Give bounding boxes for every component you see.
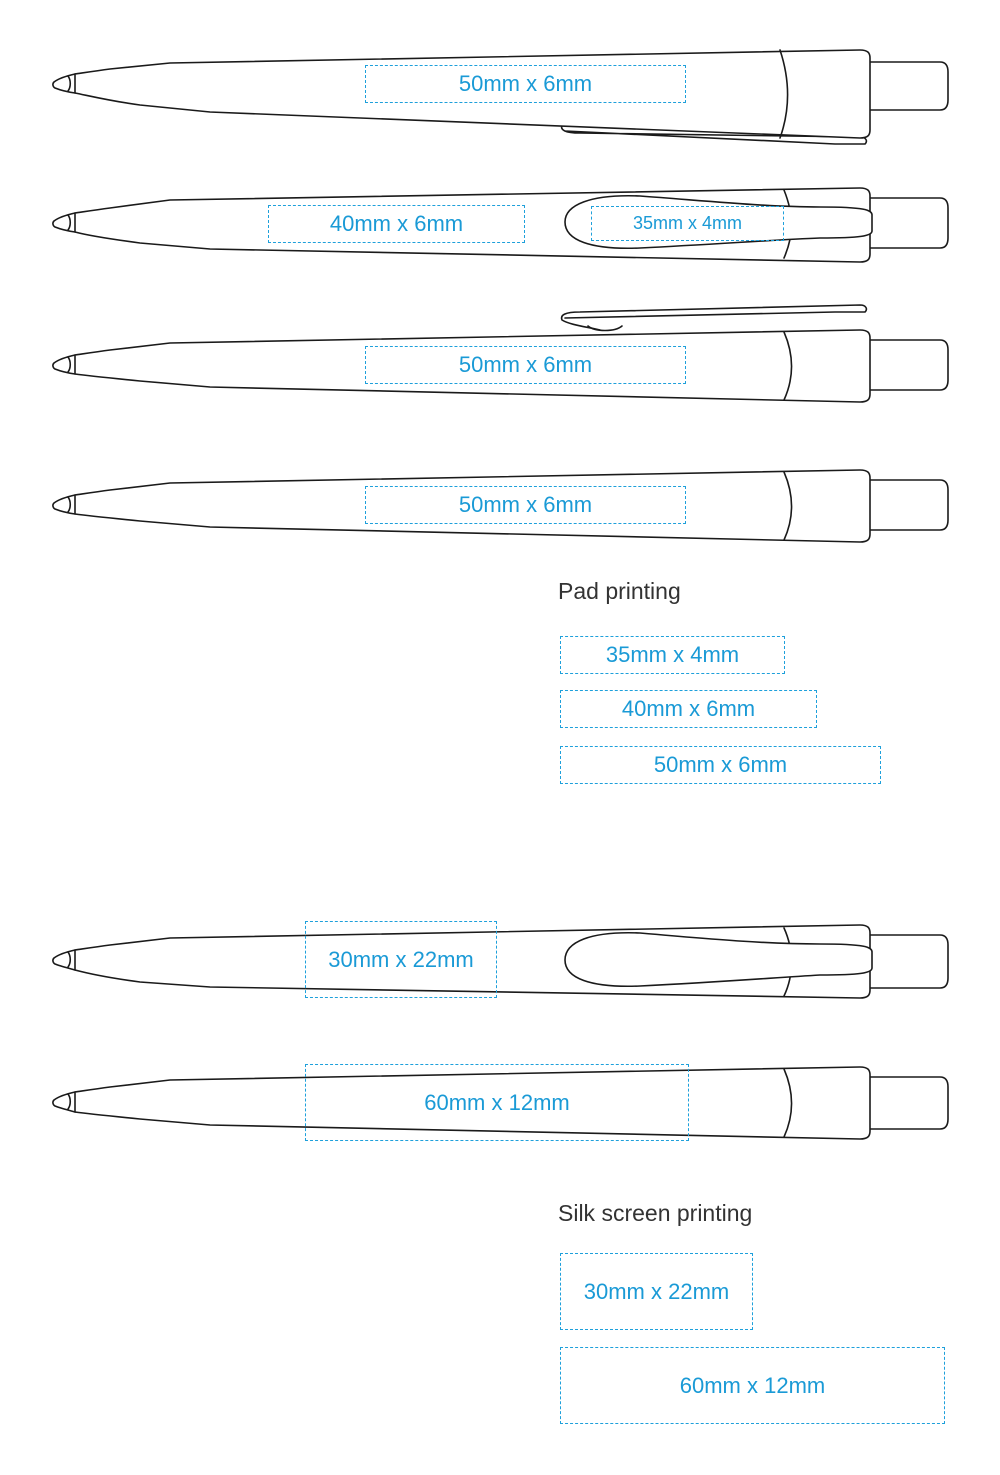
pen-5-clip-front [53,925,948,998]
pen-2-tip-ring [68,215,70,230]
pen-3-clip-cutout [588,326,622,331]
pen-1-button [868,62,948,110]
pen-5-tip [53,950,75,970]
silk-screen-size-2: 60mm x 12mm [560,1347,945,1424]
pen-6-button [868,1077,948,1129]
pen-5-button [868,935,948,988]
pen-6-tip [53,1092,75,1112]
pad-printing-size-3: 50mm x 6mm [560,746,881,784]
pen-6-print-area: 60mm x 12mm [305,1064,689,1141]
silk-screen-size-1: 30mm x 22mm [560,1253,753,1330]
pen-1-tip-ring [68,76,70,91]
pen-4-tip-ring [68,497,70,512]
pen-4-print-area: 50mm x 6mm [365,486,686,524]
pen-3-print-area: 50mm x 6mm [365,346,686,384]
pen-3-button [868,340,948,390]
pen-2-body-print-area: 40mm x 6mm [268,205,525,243]
pen-3-clip [562,305,867,330]
pen-5-tip-ring [68,952,70,967]
silk-screen-printing-title: Silk screen printing [558,1200,753,1226]
pen-1-tip [53,74,75,93]
pen-2-clip-print-area: 35mm x 4mm [591,206,784,241]
pad-printing-title: Pad printing [558,578,681,604]
pen-2-tip [53,213,75,232]
pen-1-print-area: 50mm x 6mm [365,65,686,103]
pad-printing-size-2: 40mm x 6mm [560,690,817,728]
pen-3-tip-ring [68,357,70,372]
pad-printing-size-1: 35mm x 4mm [560,636,785,674]
pen-6-tip-ring [68,1094,70,1109]
pen-3-tip [53,355,75,374]
pen-5-print-area: 30mm x 22mm [305,921,497,998]
pen-4-button [868,480,948,530]
pen-2-button [868,198,948,248]
pen-4-tip [53,495,75,514]
